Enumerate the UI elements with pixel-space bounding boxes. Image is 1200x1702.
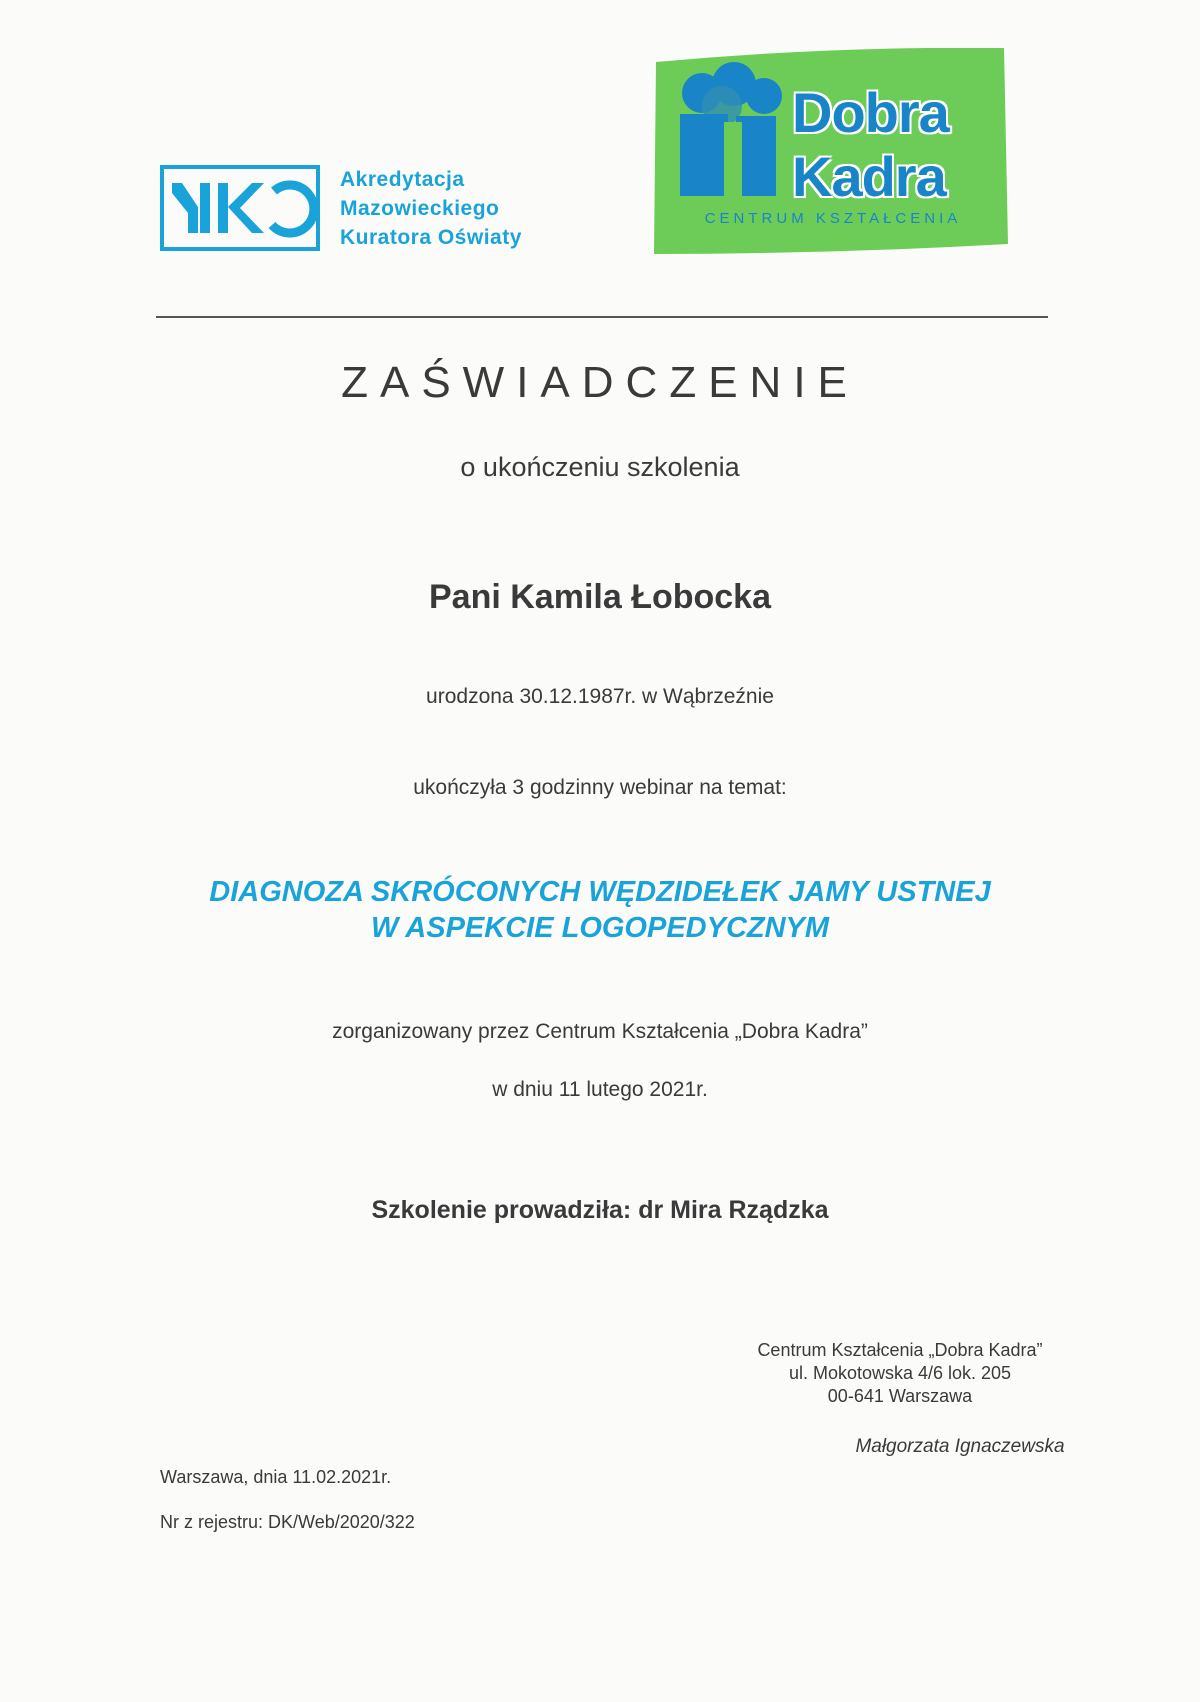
issuer-name: Centrum Kształcenia „Dobra Kadra” — [757, 1340, 1043, 1360]
certificate-title: ZAŚWIADCZENIE — [341, 358, 859, 407]
topic-line-1: DIAGNOZA SKRÓCONYCH WĘDZIDEŁEK JAMY USTNEJ — [209, 876, 991, 908]
dobra-kadra-tagline: CENTRUM KSZTAŁCENIA — [704, 210, 962, 227]
mko-line-2: Mazowieckiego — [340, 197, 500, 220]
place-and-date: Warszawa, dnia 11.02.2021r. — [160, 1467, 392, 1487]
header-divider — [156, 316, 1048, 318]
issuer-street: ul. Mokotowska 4/6 lok. 205 — [788, 1363, 1012, 1383]
completion-info: ukończyła 3 godzinny webinar na temat: — [413, 776, 787, 799]
mko-line-1: Akredytacja — [340, 168, 465, 191]
certificate-subtitle: o ukończeniu szkolenia — [460, 452, 740, 482]
issuer-city: 00-641 Warszawa — [827, 1386, 973, 1406]
trainer-info: Szkolenie prowadziła: dr Mira Rządzka — [371, 1196, 829, 1224]
organizer-info: zorganizowany przez Centrum Kształcenia „Dobra Kadra” — [332, 1020, 868, 1043]
registry-number: Nr z rejestru: DK/Web/2020/322 — [160, 1512, 415, 1532]
mko-line-3: Kuratora Oświaty — [340, 226, 522, 249]
signatory-name: Małgorzata Ignaczewska — [855, 1436, 1065, 1457]
topic-line-2: W ASPEKCIE LOGOPEDYCZNYM — [370, 912, 830, 944]
mko-accreditation-text — [340, 165, 522, 252]
birth-info: urodzona 30.12.1987r. w Wąbrzeźnie — [426, 685, 774, 708]
mko-logo — [160, 165, 320, 251]
training-date: w dniu 11 lutego 2021r. — [492, 1078, 708, 1101]
dobra-word: Dobra — [792, 81, 949, 144]
recipient-name: Pani Kamila Łobocka — [429, 578, 771, 616]
dobra-kadra-logo — [650, 48, 1010, 258]
mko-mark-icon — [164, 169, 316, 247]
kadra-word: Kadra — [792, 145, 946, 208]
